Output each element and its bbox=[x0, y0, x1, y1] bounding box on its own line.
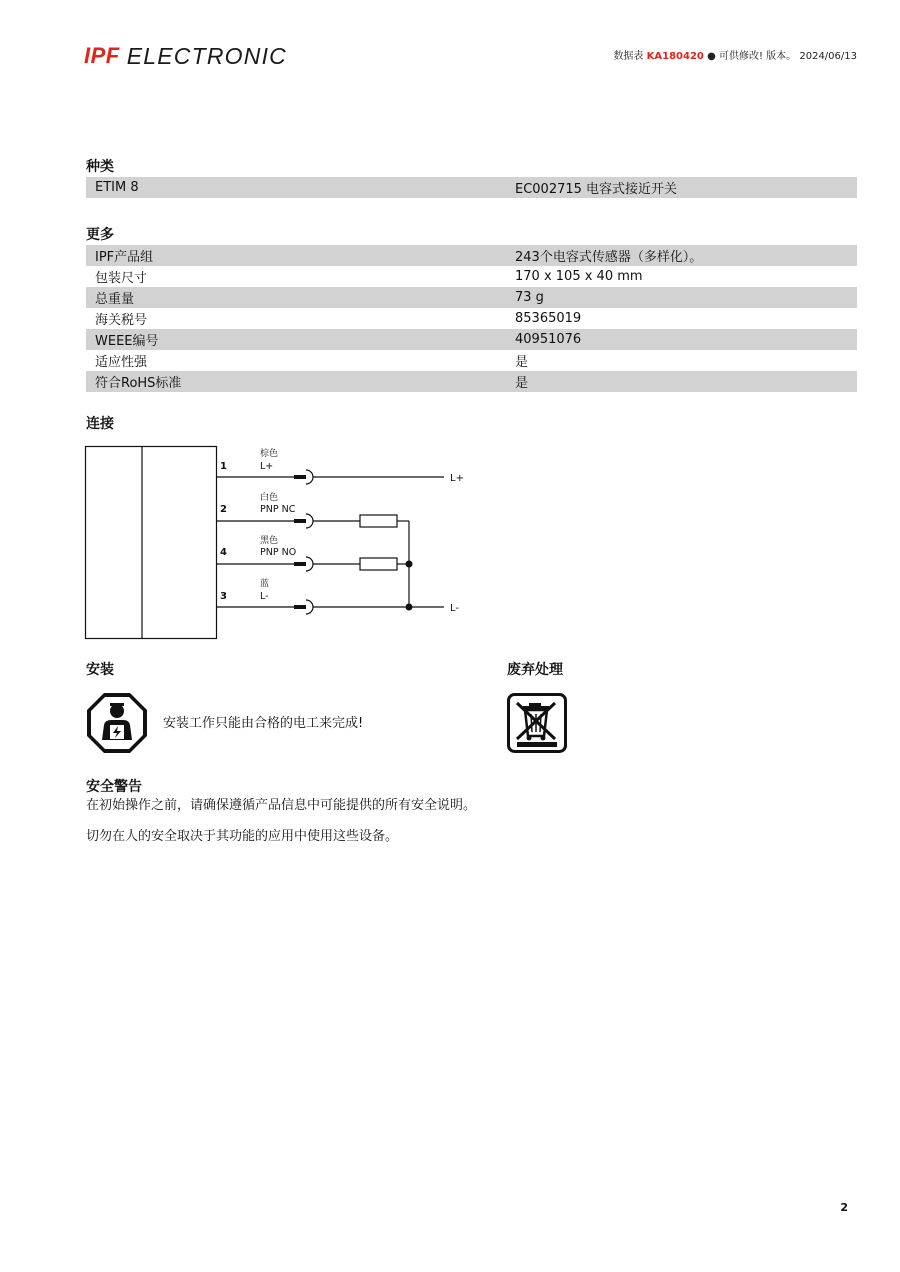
sensor-body bbox=[86, 447, 217, 639]
pin-number-2: 2 bbox=[220, 504, 227, 515]
row-value: EC002715 电容式接近开关 bbox=[515, 177, 857, 198]
row-value: 243个电容式传感器（多样化）。 bbox=[515, 245, 857, 266]
classification-table bbox=[86, 177, 857, 198]
header-meta bbox=[613, 47, 857, 62]
wire-pin-4 bbox=[216, 557, 409, 571]
section-title-classification: 种类 bbox=[86, 159, 114, 175]
weee-crossed-bin-icon bbox=[507, 693, 567, 757]
safety-text-2: 切勿在人的安全取决于其功能的应用中使用这些设备。 bbox=[86, 829, 399, 844]
load-resistor-no bbox=[360, 558, 397, 570]
logo-text: ELECTRONIC bbox=[126, 42, 287, 69]
junction-dot bbox=[406, 561, 413, 568]
pin-color-3: 蓝 bbox=[260, 579, 270, 589]
bullet: ● bbox=[707, 51, 716, 62]
doc-date: 2024/06/13 bbox=[799, 51, 857, 62]
row-value: 73 g bbox=[515, 287, 857, 308]
pin-signal-1: L+ bbox=[260, 461, 274, 472]
wire-pin-2 bbox=[216, 514, 409, 528]
wiring-diagram bbox=[84, 440, 484, 645]
section-title-disposal: 废弃处理 bbox=[507, 662, 563, 678]
table-row bbox=[86, 287, 857, 308]
table-row bbox=[86, 245, 857, 266]
section-title-more: 更多 bbox=[86, 227, 114, 243]
table-row bbox=[86, 371, 857, 392]
row-value: 170 x 105 x 40 mm bbox=[515, 269, 643, 284]
installation-text: 安装工作只能由合格的电工来完成! bbox=[163, 716, 364, 731]
doc-code: KA180420 bbox=[646, 51, 704, 62]
load-resistor-nc bbox=[360, 515, 397, 527]
section-title-connection: 连接 bbox=[86, 416, 114, 432]
row-label: IPF产品组 bbox=[86, 245, 515, 266]
row-label: 符合RoHS标准 bbox=[86, 371, 515, 392]
row-value: 40951076 bbox=[515, 329, 857, 350]
company-logo bbox=[84, 42, 287, 70]
pin-signal-2: PNP NC bbox=[260, 504, 296, 515]
electrician-icon bbox=[86, 692, 148, 758]
row-value: 是 bbox=[515, 371, 857, 392]
row-value: 85365019 bbox=[515, 311, 582, 326]
row-label: WEEE编号 bbox=[86, 329, 515, 350]
more-table bbox=[86, 245, 857, 392]
row-label: 包装尺寸 bbox=[95, 271, 148, 286]
pin-number-4: 4 bbox=[220, 547, 227, 558]
pin-signal-4: PNP NO bbox=[260, 547, 297, 558]
row-label: 适应性强 bbox=[95, 355, 148, 370]
junction-dot bbox=[406, 604, 413, 611]
page-number: 2 bbox=[840, 1201, 848, 1214]
row-label: ETIM 8 bbox=[86, 177, 515, 198]
pin-signal-3: L- bbox=[260, 591, 269, 602]
section-title-safety: 安全警告 bbox=[86, 779, 142, 795]
table-row bbox=[86, 308, 857, 329]
terminal-l-minus: L- bbox=[450, 603, 460, 614]
safety-text-1: 在初始操作之前，请确保遵循产品信息中可能提供的所有安全说明。 bbox=[86, 798, 477, 813]
section-title-installation: 安装 bbox=[86, 662, 114, 678]
row-value: 是 bbox=[515, 355, 529, 370]
pin-number-1: 1 bbox=[220, 461, 227, 472]
pin-color-4: 黑色 bbox=[260, 536, 279, 546]
terminal-l-plus: L+ bbox=[450, 473, 464, 484]
row-label: 总重量 bbox=[86, 287, 515, 308]
pin-color-1: 棕色 bbox=[260, 449, 279, 459]
logo-mark: IPF bbox=[84, 43, 120, 68]
table-row bbox=[86, 350, 857, 371]
row-label: 海关税号 bbox=[95, 313, 148, 328]
doc-type: 数据表 bbox=[613, 51, 644, 62]
table-row bbox=[86, 266, 857, 287]
table-row bbox=[86, 177, 857, 198]
revision-notice: 可供修改! 版本。 bbox=[718, 51, 797, 62]
table-row bbox=[86, 329, 857, 350]
wire-pin-1 bbox=[216, 470, 444, 484]
pin-number-3: 3 bbox=[220, 591, 227, 602]
pin-color-2: 白色 bbox=[260, 493, 279, 503]
